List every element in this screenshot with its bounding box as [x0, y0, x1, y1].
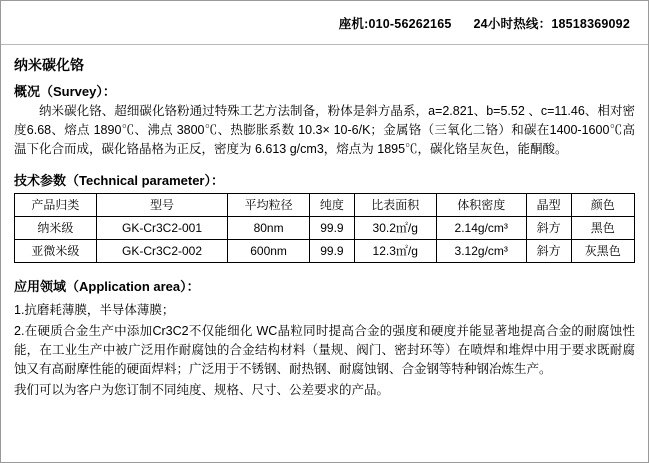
document-content	[1, 45, 648, 400]
column-header-model: 型号	[96, 194, 227, 217]
table-row	[15, 217, 635, 240]
application-item-2: 2.在硬质合金生产中添加Cr3C2不仅能细化 WC晶粒同时提高合金的强度和硬度并能显著地提高合金的耐腐蚀性能，在工业生产中被广泛用作耐腐蚀的合金结构材料（量规、阀门、密封环等）在喷焊和堆焊中用于要求既耐腐蚀又有高耐摩性能的硬面焊料；广泛用于不锈钢、耐热钢、耐腐蚀钢、合金钢等特种钢冶炼生产。	[14, 324, 635, 376]
cell-crystal-form: 斜方	[526, 217, 571, 240]
cell-category: 纳米级	[15, 217, 97, 240]
parameters-table	[14, 193, 635, 263]
cell-surface-area: 12.3㎡/g	[354, 240, 436, 263]
cell-purity: 99.9	[310, 240, 355, 263]
page-header	[1, 1, 648, 45]
column-header-bulk-density: 体积密度	[436, 194, 526, 217]
table-row	[15, 240, 635, 263]
cell-category: 亚微米级	[15, 240, 97, 263]
hotline-number: 24小时热线：18518369092	[473, 16, 630, 31]
cell-bulk-density: 2.14g/cm³	[436, 217, 526, 240]
column-header-surface-area: 比表面积	[354, 194, 436, 217]
cell-average-size: 80nm	[228, 217, 310, 240]
application-item-3: 我们可以为客户为您订制不同纯度、规格、尺寸、公差要求的产品。	[14, 383, 390, 397]
cell-surface-area: 30.2㎡/g	[354, 217, 436, 240]
application-item-1: 1.抗磨耗薄膜，半导体薄膜；	[14, 303, 175, 317]
column-header-category: 产品归类	[15, 194, 97, 217]
survey-heading: 概况（Survey）：	[14, 84, 116, 99]
cell-bulk-density: 3.12g/cm³	[436, 240, 526, 263]
cell-model: GK-Cr3C2-001	[96, 217, 227, 240]
column-header-average-size: 平均粒径	[228, 194, 310, 217]
column-header-crystal-form: 晶型	[526, 194, 571, 217]
cell-average-size: 600nm	[228, 240, 310, 263]
column-header-color: 颜色	[571, 194, 634, 217]
phone-number: 座机:010-56262165	[338, 16, 452, 31]
survey-paragraph: 纳米碳化铬、超细碳化铬粉通过特殊工艺方法制备，粉体是斜方晶系，a=2.821、b=5.52 、c=11.46、相对密度6.68、熔点 1890℃、沸点 3800℃、热膨胀系数 10.3× 10-6/K；金属铬（三氧化二铬）和碳在1400-1600℃高温下化合而成，碳化铬晶格为正反，密度为 6.613 g/cm3，熔点为 1895℃，碳化铬呈灰色，能酮酸。	[14, 104, 635, 156]
cell-color: 灰黑色	[571, 240, 634, 263]
cell-model: GK-Cr3C2-002	[96, 240, 227, 263]
page-title: 纳米碳化铬	[14, 57, 84, 73]
tech-parameter-heading: 技术参数（Technical parameter）：	[14, 173, 224, 188]
table-header-row	[15, 194, 635, 217]
application-heading: 应用领域（Application area）：	[14, 279, 200, 294]
column-header-purity: 纯度	[310, 194, 355, 217]
cell-color: 黑色	[571, 217, 634, 240]
cell-crystal-form: 斜方	[526, 240, 571, 263]
cell-purity: 99.9	[310, 217, 355, 240]
